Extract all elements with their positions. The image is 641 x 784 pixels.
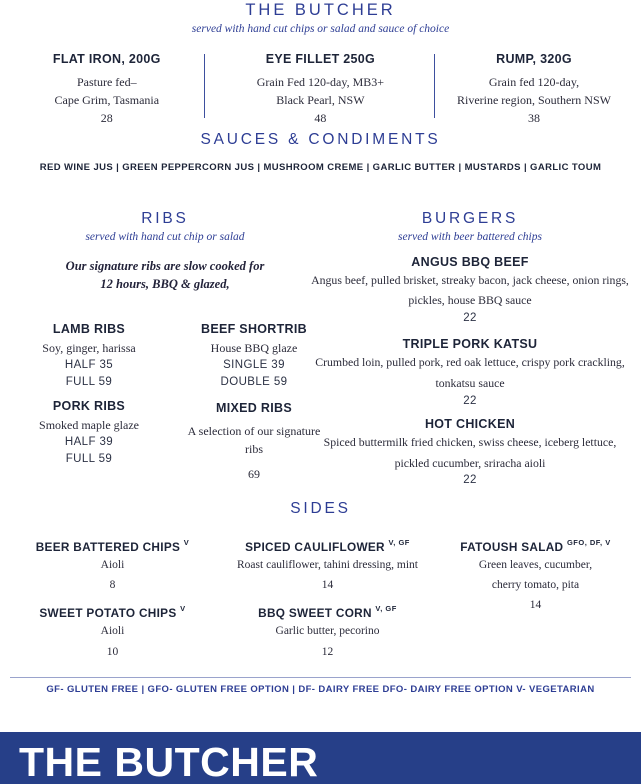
rib-price: DOUBLE 59 — [220, 376, 288, 389]
description-line: cherry tomato, pita — [491, 579, 580, 592]
sauces-list: RED WINE JUS | GREEN PEPPERCORN JUS | MUSHROOM CREME | GARLIC BUTTER | MUSTARDS | GARLIC TOUM — [39, 162, 602, 173]
side-item-fatoush-salad — [430, 539, 641, 615]
rib-price: HALF 39 — [64, 435, 114, 448]
page-subtitle: served with hand cut chips or salad and sauce of choice — [191, 23, 450, 36]
ribs-section — [0, 210, 330, 483]
burger-price: 22 — [463, 394, 477, 407]
rib-price: SINGLE 39 — [223, 359, 285, 372]
description-line: Crumbed loin, pulled pork, red oak lettuce, crispy pork crackling, — [315, 355, 625, 370]
side-name — [225, 539, 430, 554]
dietary-tag: GFO, DF, V — [566, 538, 611, 547]
menu-header — [0, 1, 641, 35]
sides-column-2 — [225, 539, 430, 661]
dietary-legend: GF- GLUTEN FREE | GFO- GLUTEN FREE OPTION | DF- DAIRY FREE DFO- DAIRY FREE OPTION V- VEGETARIAN — [46, 684, 595, 695]
intro-line: 12 hours, BBQ & glazed, — [100, 277, 230, 292]
rib-description: House BBQ glaze — [210, 341, 298, 356]
description-line: Green leaves, cucumber, — [478, 558, 593, 571]
steak-name: FLAT IRON, 200G — [52, 52, 161, 66]
sides-section — [0, 500, 641, 661]
burger-name: HOT CHICKEN — [424, 416, 516, 431]
dietary-tag: V, GF — [375, 604, 397, 614]
side-item-sweet-potato-chips — [0, 605, 225, 660]
sides-column-1 — [0, 539, 225, 661]
side-price: 8 — [109, 579, 116, 592]
dietary-tag: V, GF — [388, 538, 410, 547]
ribs-right-column — [178, 322, 330, 483]
side-item-spiced-cauliflower — [225, 539, 430, 594]
sides-column-3 — [430, 539, 641, 661]
rib-price: 69 — [248, 466, 260, 481]
burger-name: ANGUS BBQ BEEF — [411, 254, 529, 269]
description-line: Pasture fed– — [76, 75, 137, 89]
ribs-left-column — [0, 322, 178, 483]
steak-description — [427, 73, 641, 127]
steak-price: 28 — [100, 111, 113, 125]
burger-price: 22 — [463, 474, 477, 487]
steak-price: 48 — [314, 111, 327, 125]
steak-description — [214, 73, 428, 127]
description-line: Angus beef, pulled brisket, streaky bacon, jack cheese, onion rings, — [311, 272, 629, 287]
description-line: Aioli — [100, 625, 125, 638]
dietary-tag: V — [180, 604, 186, 614]
column-divider — [434, 54, 435, 118]
steak-item-rump — [427, 52, 641, 127]
rib-name: BEEF SHORTRIB — [201, 322, 307, 337]
ribs-subtitle: served with hand cut chip or salad — [85, 230, 245, 243]
description-line: tonkatsu sauce — [435, 375, 505, 390]
rib-name: PORK RIBS — [52, 398, 126, 413]
column-divider — [204, 54, 205, 118]
rib-price: HALF 35 — [64, 359, 114, 372]
rib-item-mixed — [178, 401, 330, 483]
description-line: Roast cauliflower, tahini dressing, mint — [237, 558, 418, 571]
steak-item-flat-iron — [0, 52, 214, 127]
steak-name: EYE FILLET 250G — [265, 52, 376, 66]
burgers-subtitle: served with beer battered chips — [398, 230, 542, 243]
steak-description — [0, 73, 214, 127]
sides-grid — [0, 539, 641, 661]
side-name — [430, 539, 641, 554]
burger-item-katsu — [310, 337, 630, 410]
steak-price: 38 — [527, 111, 540, 125]
side-name-text: SPICED CAULIFLOWER — [245, 539, 385, 554]
steak-item-eye-fillet — [214, 52, 428, 127]
side-name — [0, 539, 225, 554]
dietary-tag: V — [183, 538, 190, 547]
page-title: THE BUTCHER — [245, 1, 396, 19]
description-line: Garlic butter, pecorino — [275, 625, 380, 638]
description-line: Riverine region, Southern NSW — [456, 93, 611, 107]
side-price: 14 — [529, 599, 542, 612]
side-name-text: BEER BATTERED CHIPS — [35, 539, 181, 554]
rib-item-beef-shortrib — [178, 322, 330, 392]
ribs-grid — [0, 322, 330, 483]
description-line: Aioli — [100, 558, 125, 571]
description-line: Spiced buttermilk fried chicken, swiss cheese, iceberg lettuce, — [323, 434, 617, 449]
rib-price: FULL 59 — [65, 376, 113, 389]
ribs-heading: RIBS — [141, 210, 189, 227]
rib-item-lamb — [0, 322, 178, 392]
description-line: pickled cucumber, sriracha aioli — [394, 455, 546, 470]
description-line: Grain Fed 120-day, MB3+ — [256, 75, 385, 89]
bottom-banner — [0, 732, 641, 784]
side-name-text: FATOUSH SALAD — [460, 539, 564, 554]
rib-description: Smoked maple glaze — [39, 417, 139, 432]
description-line: Black Pearl, NSW — [276, 93, 365, 107]
rib-name: MIXED RIBS — [216, 400, 292, 415]
side-item-bbq-sweet-corn — [225, 605, 430, 660]
steak-name: RUMP, 320G — [496, 52, 572, 66]
rib-description: A selection of our signature ribs — [187, 423, 321, 456]
description-line: Cape Grim, Tasmania — [54, 93, 160, 107]
burger-price: 22 — [463, 311, 477, 324]
rib-price: FULL 59 — [65, 452, 113, 465]
steaks-section — [0, 52, 641, 127]
side-name — [0, 605, 225, 620]
burger-item-angus — [310, 255, 630, 328]
intro-line: Our signature ribs are slow cooked for — [65, 258, 265, 273]
side-price: 14 — [321, 579, 334, 592]
sauces-heading: SAUCES & CONDIMENTS — [200, 131, 441, 148]
side-item-beer-battered-chips — [0, 539, 225, 594]
rib-description: Soy, ginger, harissa — [42, 341, 136, 356]
burgers-heading: BURGERS — [421, 210, 519, 227]
burger-name: TRIPLE PORK KATSU — [402, 337, 538, 352]
rib-item-pork — [0, 399, 178, 469]
side-name-text: SWEET POTATO CHIPS — [39, 606, 177, 621]
burgers-section — [310, 210, 630, 489]
burger-item-hot-chicken — [310, 417, 630, 490]
sides-heading: SIDES — [290, 500, 351, 517]
description-line: Grain fed 120-day, — [488, 75, 580, 89]
ribs-intro — [0, 257, 330, 295]
banner-title: THE BUTCHER — [19, 739, 319, 784]
side-price: 10 — [106, 645, 119, 658]
description-line: pickles, house BBQ sauce — [408, 293, 532, 308]
footer-divider — [10, 677, 631, 678]
rib-name: LAMB RIBS — [52, 322, 126, 337]
side-name — [225, 605, 430, 620]
side-price: 12 — [321, 645, 334, 658]
side-name-text: BBQ SWEET CORN — [258, 606, 372, 621]
